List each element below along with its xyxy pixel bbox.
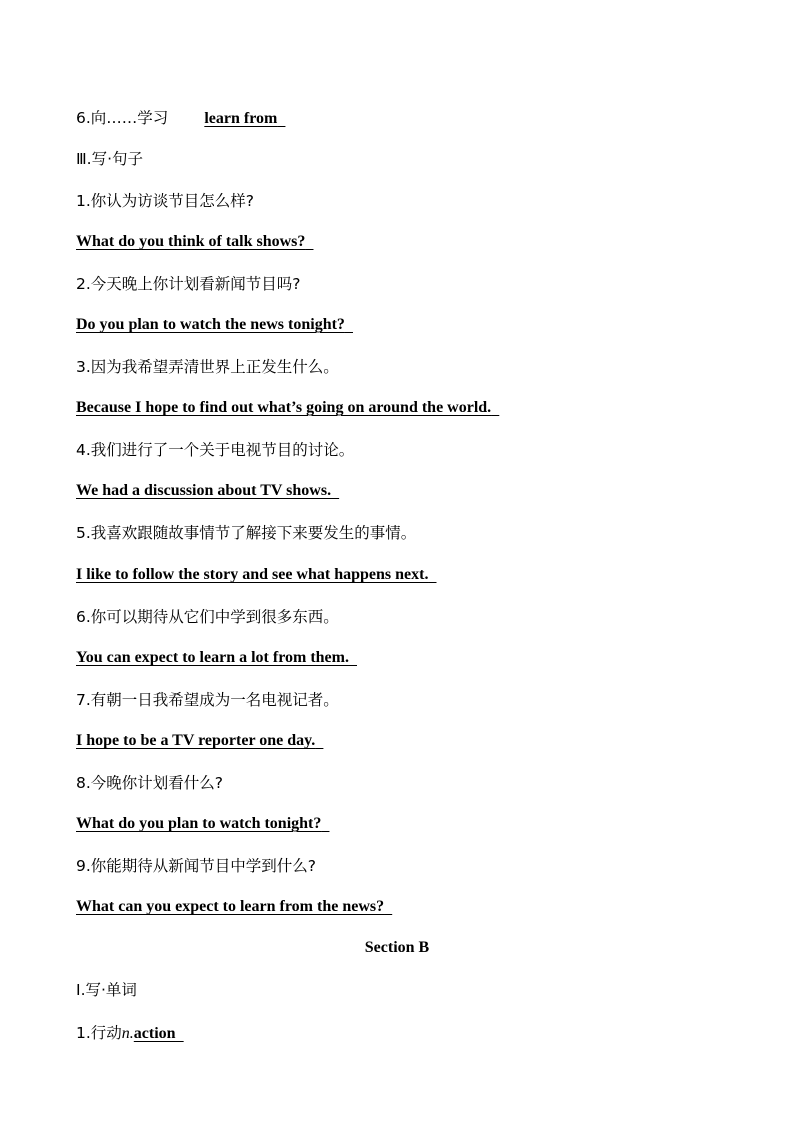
sentence-prompt-3: 3.因为我希望弄清世界上正发生什么。 bbox=[76, 358, 339, 376]
sentence-answer-2: Do you plan to watch the news tonight? bbox=[76, 316, 345, 333]
sentence-answer-8: What do you plan to watch tonight? bbox=[76, 815, 322, 832]
sentence-answer-3: Because I hope to find out what’s going on around the world. bbox=[76, 399, 492, 416]
section-b-part1-heading: Ⅰ.写·单词 bbox=[76, 981, 137, 999]
sentence-answer-4: We had a discussion about TV shows. bbox=[76, 482, 332, 499]
item-prompt: 1.行动 bbox=[76, 1024, 122, 1042]
item-answer: action bbox=[133, 1025, 176, 1042]
sentence-answer-6: You can expect to learn a lot from them. bbox=[76, 649, 349, 666]
sentence-answer-5: I like to follow the story and see what happens next. bbox=[76, 566, 429, 583]
item-prompt: 向……学习 bbox=[90, 109, 169, 127]
item-answer: learn from bbox=[204, 110, 278, 127]
sentence-prompt-4: 4.我们进行了一个关于电视节目的讨论。 bbox=[76, 441, 355, 459]
item-number: 6. bbox=[76, 109, 91, 127]
sentence-answer-9: What can you expect to learn from the news? bbox=[76, 898, 385, 915]
section-heading: Ⅲ.写·句子 bbox=[76, 150, 144, 168]
sentence-answer-1: What do you think of talk shows? bbox=[76, 233, 306, 250]
sentence-prompt-1: 1.你认为访谈节目怎么样? bbox=[76, 192, 255, 210]
section-b-title: Section B bbox=[364, 939, 430, 956]
sentence-prompt-7: 7.有朝一日我希望成为一名电视记者。 bbox=[76, 691, 339, 709]
sentence-answer-7: I hope to be a TV reporter one day. bbox=[76, 732, 316, 749]
sentence-prompt-5: 5.我喜欢跟随故事情节了解接下来要发生的事情。 bbox=[76, 524, 417, 542]
sentence-prompt-8: 8.今晚你计划看什么? bbox=[76, 774, 224, 792]
vocab-item-b1 bbox=[76, 1023, 184, 1044]
sentence-prompt-9: 9.你能期待从新闻节目中学到什么? bbox=[76, 857, 317, 875]
part-of-speech: n. bbox=[121, 1025, 134, 1042]
vocab-item-6 bbox=[76, 108, 285, 129]
sentence-prompt-2: 2.今天晚上你计划看新闻节目吗? bbox=[76, 275, 301, 293]
sentence-prompt-6: 6.你可以期待从它们中学到很多东西。 bbox=[76, 608, 339, 626]
